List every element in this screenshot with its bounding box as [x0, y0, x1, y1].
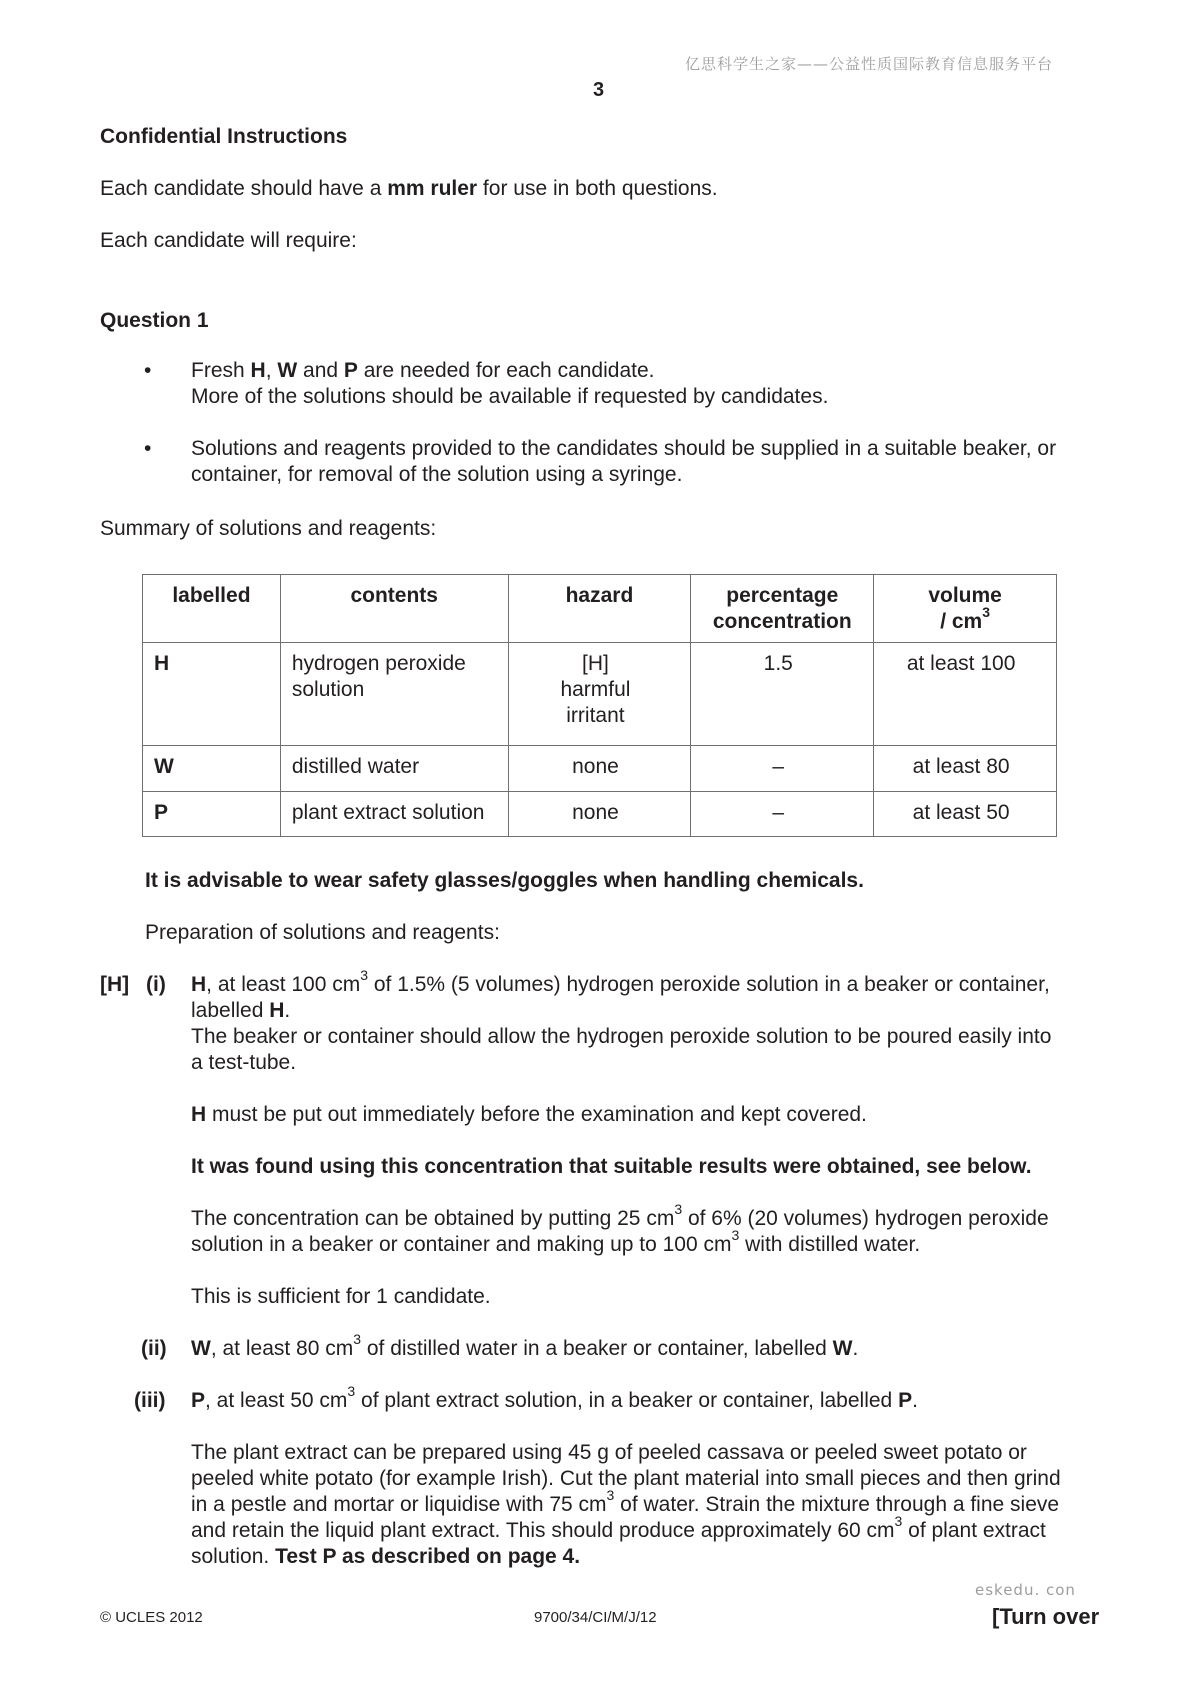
- item-ii-line: [191, 1331, 859, 1362]
- iii-p3-sup: 3: [606, 1487, 615, 1503]
- safety-note: It is advisable to wear safety glasses/goggles when handling chemicals.: [145, 869, 864, 892]
- ii-pre: , at least 80 cm: [210, 1337, 354, 1360]
- ruler-pre: Each candidate should have a: [100, 177, 388, 200]
- question-heading: Question 1: [100, 309, 209, 332]
- ii-sup: 3: [353, 1331, 362, 1347]
- table-header-row: [143, 575, 1057, 643]
- header-volume-sup: 3: [982, 604, 991, 620]
- page-title: Confidential Instructions: [100, 125, 348, 148]
- cell-hazard-l2: harmful: [560, 678, 631, 701]
- item-i-conc-line-2: [191, 1227, 921, 1258]
- cell-volume: at least 80: [874, 746, 1057, 792]
- item-i-line-1: [191, 967, 1050, 998]
- ii-mid: of distilled water in a beaker or container, labelled: [361, 1337, 833, 1360]
- bullet-1-line-2: More of the solutions should be available if requested by candidates.: [191, 385, 829, 408]
- bullet-1-line-1: [191, 358, 654, 384]
- iii-mid: of plant extract solution, in a beaker or container, labelled: [355, 1389, 899, 1412]
- b1-and: and: [297, 359, 344, 382]
- iii-p3-post: of water. Strain the mixture through a fine sieve: [614, 1493, 1060, 1516]
- watermark-top: 亿思科学生之家——公益性质国际教育信息服务平台: [685, 55, 1054, 73]
- i-conc1-sup: 3: [674, 1201, 683, 1217]
- i-conc2-post: with distilled water.: [739, 1233, 921, 1256]
- item-number-ii: (ii): [141, 1337, 167, 1360]
- ruler-instruction: [100, 176, 718, 202]
- i-l1-sup: 3: [360, 967, 369, 983]
- table-row: [143, 643, 1057, 746]
- cell-contents: distilled water: [280, 746, 508, 792]
- ruler-bold: mm ruler: [387, 177, 478, 200]
- header-volume-l2: [874, 604, 1056, 635]
- cell-hazard: none: [508, 792, 691, 837]
- item-i-line-2: [191, 998, 290, 1024]
- header-hazard: hazard: [508, 575, 691, 643]
- header-percentage-l2: concentration: [712, 610, 852, 633]
- iii-sup: 3: [347, 1383, 356, 1399]
- bullet-icon: •: [144, 359, 152, 382]
- iii-p4-post: of plant extract: [902, 1519, 1046, 1542]
- item-iii-line: [191, 1383, 918, 1414]
- ii-bold: W: [191, 1337, 211, 1360]
- cell-contents-l2: solution: [291, 678, 365, 701]
- i-l2-bold: H: [269, 999, 285, 1022]
- watermark-bottom: eskedu. con: [975, 1581, 1076, 1599]
- iii-p3-pre: in a pestle and mortar or liquidise with 75 cm: [191, 1493, 607, 1516]
- cell-percentage: 1.5: [691, 643, 874, 746]
- preparation-label: Preparation of solutions and reagents:: [145, 921, 500, 944]
- b1-post: are needed for each candidate.: [357, 359, 655, 382]
- cell-label: W: [143, 746, 281, 792]
- iii-p5-pre: solution.: [191, 1545, 276, 1568]
- ii-bold-end: W: [832, 1337, 853, 1360]
- item-iii-para-line-3: [191, 1487, 1060, 1518]
- bullet-2-line-2: container, for removal of the solution using a syringe.: [191, 463, 683, 486]
- iii-post: .: [912, 1389, 918, 1412]
- i-l1-post: of 1.5% (5 volumes) hydrogen peroxide solution in a beaker or container,: [368, 973, 1050, 996]
- item-i-found-note: It was found using this concentration that suitable results were obtained, see below.: [191, 1155, 1032, 1178]
- cell-contents-l1: hydrogen peroxide: [291, 652, 466, 675]
- header-volume: [874, 575, 1057, 643]
- header-volume-l1: volume: [928, 584, 1002, 607]
- cell-percentage: –: [691, 746, 874, 792]
- ii-post: .: [852, 1337, 859, 1360]
- footer-copyright: © UCLES 2012: [100, 1609, 203, 1626]
- item-iii-para-line-4: [191, 1513, 1046, 1544]
- cell-hazard-l1: [H]: [582, 652, 609, 675]
- i-putout-post: must be put out immediately before the examination and kept covered.: [206, 1103, 867, 1126]
- cell-volume: at least 50: [874, 792, 1057, 837]
- cell-hazard-l3: irritant: [566, 704, 625, 727]
- b1-h: H: [250, 359, 266, 382]
- item-iii-para-line-1: The plant extract can be prepared using 45 g of peeled cassava or peeled sweet potato or: [191, 1441, 1027, 1464]
- item-iii-para-line-2: peeled white potato (for example Irish). Cut the plant material into small pieces and then grind: [191, 1467, 1061, 1490]
- i-l2-pre: labelled: [191, 999, 270, 1022]
- iii-pre: , at least 50 cm: [205, 1389, 348, 1412]
- cell-hazard: none: [508, 746, 691, 792]
- table-row: [143, 746, 1057, 792]
- i-putout-bold: H: [191, 1103, 207, 1126]
- bullet-icon: •: [144, 437, 152, 460]
- table-row: [143, 792, 1057, 837]
- summary-label: Summary of solutions and reagents:: [100, 517, 437, 540]
- i-l1-bold: H: [191, 973, 207, 996]
- i-l1-pre: , at least 100 cm: [206, 973, 361, 996]
- item-i-sufficient: This is sufficient for 1 candidate.: [191, 1285, 491, 1308]
- b1-w: W: [277, 359, 298, 382]
- i-conc1-pre: The concentration can be obtained by putting 25 cm: [191, 1207, 675, 1230]
- item-number-iii: (iii): [134, 1389, 166, 1412]
- i-conc2-pre: solution in a beaker or container and making up to 100 cm: [191, 1233, 732, 1256]
- item-i-put-out: [191, 1102, 867, 1128]
- turn-over-label: [Turn over: [992, 1604, 1100, 1629]
- cell-label: H: [143, 643, 281, 746]
- hazard-tag: [H]: [100, 973, 130, 996]
- i-conc1-post: of 6% (20 volumes) hydrogen peroxide: [682, 1207, 1049, 1230]
- header-percentage: [691, 575, 874, 643]
- item-i-line-4: a test-tube.: [191, 1051, 297, 1074]
- item-number-i: (i): [146, 973, 166, 996]
- b1-comma: ,: [265, 359, 278, 382]
- header-labelled: labelled: [143, 575, 281, 643]
- item-i-line-3: The beaker or container should allow the hydrogen peroxide solution to be poured easily into: [191, 1025, 1052, 1048]
- iii-p4-sup: 3: [894, 1513, 903, 1529]
- item-iii-para-line-5: [191, 1544, 580, 1570]
- iii-p4-pre: and retain the liquid plant extract. This should produce approximately 60 cm: [191, 1519, 895, 1542]
- require-line: Each candidate will require:: [100, 229, 357, 252]
- cell-contents: [280, 643, 508, 746]
- header-volume-unit: / cm: [940, 610, 983, 633]
- item-i-conc-line-1: [191, 1201, 1049, 1232]
- iii-bold: P: [191, 1389, 206, 1412]
- page-number: 3: [593, 79, 605, 101]
- bullet-2-line-1: Solutions and reagents provided to the candidates should be supplied in a suitable beaker, or: [191, 437, 1057, 460]
- cell-label: P: [143, 792, 281, 837]
- i-l2-post: .: [284, 999, 291, 1022]
- ruler-post: for use in both questions.: [477, 177, 718, 200]
- cell-hazard: [508, 643, 691, 746]
- footer-code: 9700/34/CI/M/J/12: [534, 1609, 657, 1626]
- iii-p5-bold: Test P as described on page 4.: [275, 1545, 581, 1568]
- b1-pre: Fresh: [191, 359, 251, 382]
- b1-p: P: [343, 359, 358, 382]
- header-percentage-l1: percentage: [726, 584, 839, 607]
- cell-percentage: –: [691, 792, 874, 837]
- summary-table: [142, 574, 1057, 837]
- cell-contents: plant extract solution: [280, 792, 508, 837]
- cell-volume: at least 100: [874, 643, 1057, 746]
- header-contents: contents: [280, 575, 508, 643]
- i-conc2-sup: 3: [731, 1227, 740, 1243]
- iii-bold-end: P: [898, 1389, 913, 1412]
